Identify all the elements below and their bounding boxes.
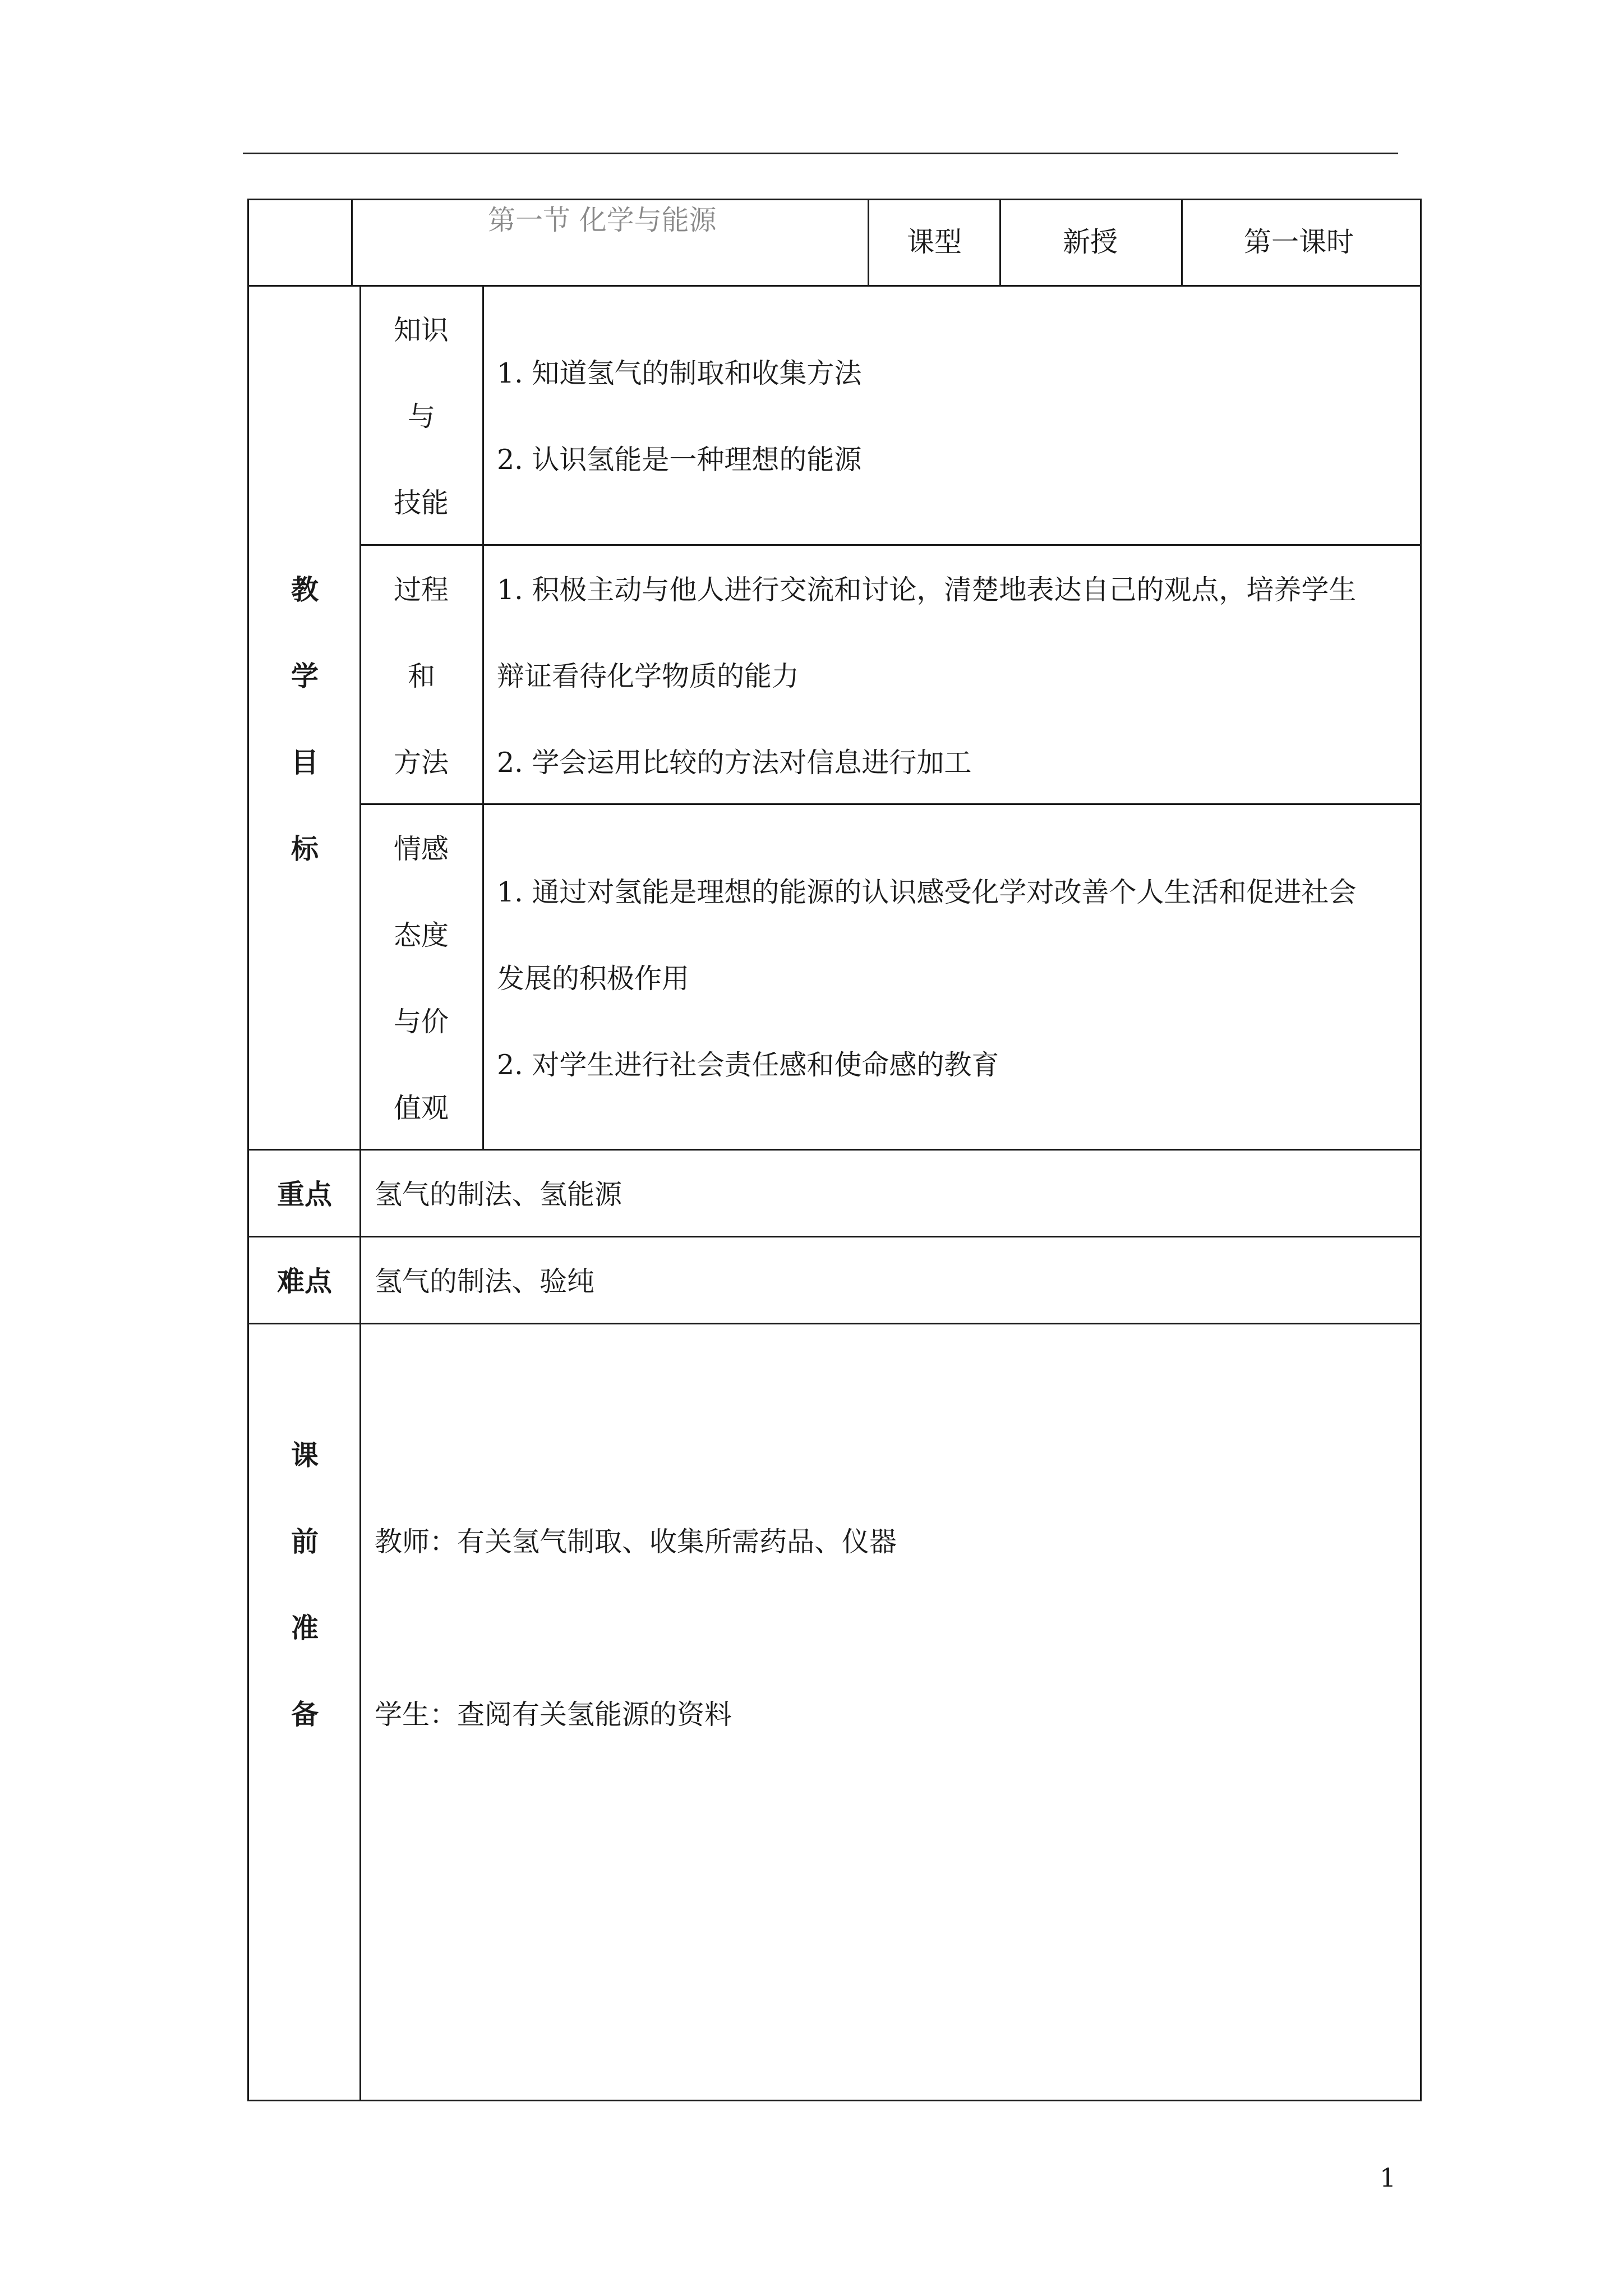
emotion-line: 发展的积极作用 — [497, 963, 690, 995]
teacher-preparation: 教师：有关氢气制取、收集所需药品、仪器 — [375, 1526, 897, 1558]
knowledge-item: 1. 知道氢气的制取和收集方法 — [497, 357, 862, 389]
key-point-value: 氢气的制法、氢能源 — [375, 1179, 623, 1211]
lesson-title: 第一节 化学与能源 — [488, 204, 717, 236]
type-label: 课型 — [907, 226, 962, 258]
process-line: 2. 学会运用比较的方法对信息进行加工 — [497, 747, 972, 779]
knowledge-item: 2. 认识氢能是一种理想的能源 — [497, 444, 862, 476]
header-rule — [243, 153, 1398, 154]
type-value: 新授 — [1063, 226, 1118, 258]
difficulty-value: 氢气的制法、验纯 — [375, 1266, 595, 1297]
process-line: 辩证看待化学物质的能力 — [497, 660, 800, 692]
student-preparation: 学生：查阅有关氢能源的资料 — [375, 1699, 732, 1731]
emotion-line: 2. 对学生进行社会责任感和使命感的教育 — [497, 1049, 999, 1081]
emotion-line: 1. 通过对氢能是理想的能源的认识感受化学对改善个人生活和促进社会 — [497, 876, 1357, 908]
process-line: 1. 积极主动与他人进行交流和讨论，清楚地表达自己的观点，培养学生 — [497, 574, 1357, 606]
period-label: 第一课时 — [1244, 226, 1354, 258]
page-number: 1 — [1380, 2162, 1396, 2193]
key-point-label: 重点 — [277, 1178, 333, 1211]
difficulty-label: 难点 — [277, 1265, 333, 1297]
